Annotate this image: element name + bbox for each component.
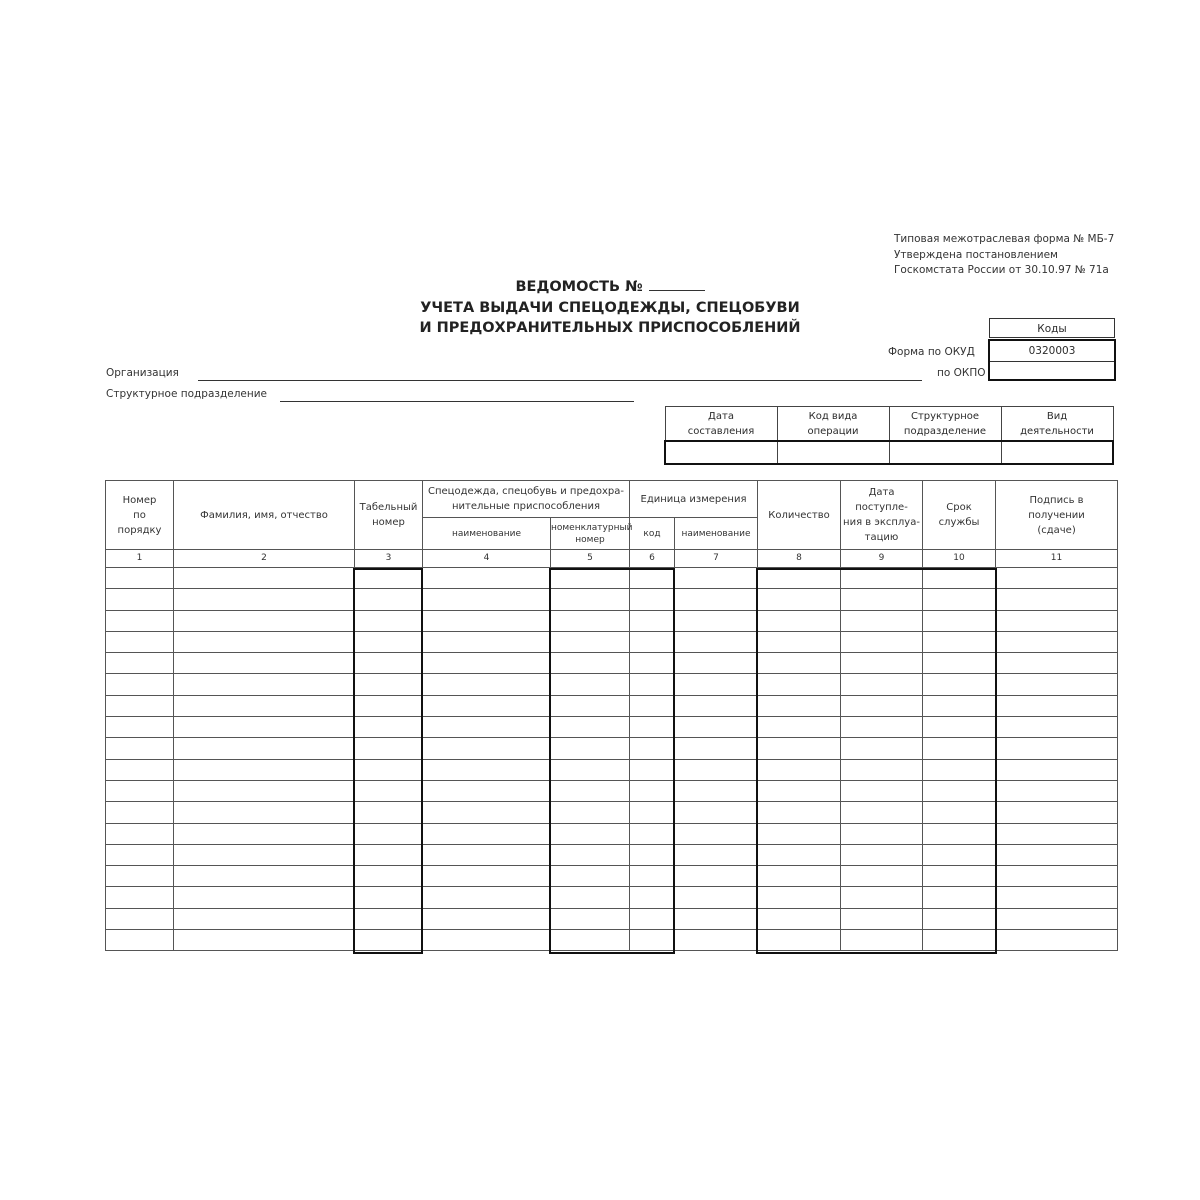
table-cell[interactable] <box>106 930 174 951</box>
table-cell[interactable] <box>841 823 923 844</box>
table-cell[interactable] <box>675 738 758 759</box>
table-cell[interactable] <box>996 610 1118 631</box>
okud-code-value[interactable]: 0320003 <box>990 341 1114 362</box>
table-cell[interactable] <box>551 930 630 951</box>
table-cell[interactable] <box>551 610 630 631</box>
table-cell[interactable] <box>630 908 675 929</box>
table-cell[interactable] <box>174 568 355 589</box>
column-number: 2 <box>174 550 355 568</box>
table-row <box>106 908 1118 929</box>
table-cell[interactable] <box>355 823 423 844</box>
organization-label: Организация <box>106 367 179 379</box>
table-cell[interactable] <box>551 866 630 887</box>
table-cell[interactable] <box>355 568 423 589</box>
group-equipment-header: Спецодежда, спецобувь и предохра- нительные приспособления <box>423 481 630 518</box>
table-cell[interactable] <box>996 844 1118 865</box>
table-cell[interactable] <box>923 674 996 695</box>
table-cell[interactable] <box>423 653 551 674</box>
table-cell[interactable] <box>996 759 1118 780</box>
table-cell[interactable] <box>355 653 423 674</box>
table-cell[interactable] <box>174 844 355 865</box>
codes-box <box>988 339 1116 381</box>
table-cell[interactable] <box>923 866 996 887</box>
column-number-row <box>106 550 1118 568</box>
table-cell[interactable] <box>106 674 174 695</box>
table-cell[interactable] <box>758 908 841 929</box>
col-item-name-header: наименование <box>423 518 551 550</box>
table-cell[interactable] <box>675 844 758 865</box>
col-full-name-header: Фамилия, имя, отчество <box>174 481 355 550</box>
table-cell[interactable] <box>996 908 1118 929</box>
table-cell[interactable] <box>630 674 675 695</box>
table-row <box>106 568 1118 589</box>
table-cell[interactable] <box>841 887 923 908</box>
table-cell[interactable] <box>923 908 996 929</box>
document-title-line-3: И ПРЕДОХРАНИТЕЛЬНЫХ ПРИСПОСОБЛЕНИЙ <box>419 320 801 336</box>
table-cell[interactable] <box>106 717 174 738</box>
table-cell[interactable] <box>675 695 758 716</box>
table-cell[interactable] <box>841 653 923 674</box>
table-cell[interactable] <box>423 738 551 759</box>
document-title-number: ВЕДОМОСТЬ № <box>380 278 840 295</box>
table-cell[interactable] <box>841 589 923 610</box>
table-cell[interactable] <box>630 844 675 865</box>
table-cell[interactable] <box>758 866 841 887</box>
table-row <box>106 802 1118 823</box>
table-cell[interactable] <box>675 674 758 695</box>
table-cell[interactable] <box>758 823 841 844</box>
operation-code-value-cell[interactable] <box>777 441 889 464</box>
column-number: 10 <box>923 550 996 568</box>
table-cell[interactable] <box>841 759 923 780</box>
table-cell[interactable] <box>551 759 630 780</box>
table-cell[interactable] <box>551 589 630 610</box>
table-cell[interactable] <box>630 780 675 801</box>
table-cell[interactable] <box>630 589 675 610</box>
table-cell[interactable] <box>841 866 923 887</box>
department-value-cell[interactable] <box>889 441 1001 464</box>
table-cell[interactable] <box>106 780 174 801</box>
table-cell[interactable] <box>923 717 996 738</box>
table-cell[interactable] <box>551 695 630 716</box>
table-cell[interactable] <box>106 887 174 908</box>
table-cell[interactable] <box>758 887 841 908</box>
table-cell[interactable] <box>174 866 355 887</box>
table-cell[interactable] <box>758 844 841 865</box>
table-cell[interactable] <box>841 695 923 716</box>
table-cell[interactable] <box>106 568 174 589</box>
table-cell[interactable] <box>841 717 923 738</box>
table-cell[interactable] <box>106 631 174 652</box>
table-cell[interactable] <box>174 631 355 652</box>
table-cell[interactable] <box>758 610 841 631</box>
table-row <box>106 717 1118 738</box>
table-cell[interactable] <box>841 908 923 929</box>
organization-field-line[interactable] <box>198 380 922 381</box>
table-cell[interactable] <box>551 568 630 589</box>
table-row <box>106 930 1118 951</box>
table-cell[interactable] <box>355 674 423 695</box>
table-row <box>106 695 1118 716</box>
table-cell[interactable] <box>423 568 551 589</box>
table-cell[interactable] <box>174 908 355 929</box>
table-row <box>106 674 1118 695</box>
table-cell[interactable] <box>174 930 355 951</box>
table-cell[interactable] <box>106 695 174 716</box>
table-cell[interactable] <box>355 844 423 865</box>
table-cell[interactable] <box>923 930 996 951</box>
group-unit-header: Единица измерения <box>630 481 758 518</box>
table-cell[interactable] <box>355 802 423 823</box>
table-cell[interactable] <box>923 610 996 631</box>
table-cell[interactable] <box>675 653 758 674</box>
table-cell[interactable] <box>551 631 630 652</box>
table-cell[interactable] <box>551 674 630 695</box>
table-cell[interactable] <box>996 695 1118 716</box>
department-field-line[interactable] <box>280 401 634 402</box>
table-cell[interactable] <box>841 930 923 951</box>
table-cell[interactable] <box>630 866 675 887</box>
table-cell[interactable] <box>423 908 551 929</box>
table-cell[interactable] <box>174 717 355 738</box>
department-label: Структурное подразделение <box>106 388 268 400</box>
table-cell[interactable] <box>923 631 996 652</box>
table-cell[interactable] <box>630 887 675 908</box>
table-cell[interactable] <box>923 738 996 759</box>
table-cell[interactable] <box>630 717 675 738</box>
table-row <box>106 759 1118 780</box>
col-service-life-header: Срок службы <box>923 481 996 550</box>
table-row <box>106 780 1118 801</box>
table-cell[interactable] <box>923 653 996 674</box>
approval-date-line: Госкомстата России от 30.10.97 № 71а <box>894 264 1109 276</box>
table-cell[interactable] <box>675 908 758 929</box>
table-cell[interactable] <box>923 823 996 844</box>
col-unit-name-header: наименование <box>675 518 758 550</box>
table-cell[interactable] <box>106 866 174 887</box>
table-cell[interactable] <box>355 759 423 780</box>
table-cell[interactable] <box>174 695 355 716</box>
date-header: Дата составления <box>665 407 777 442</box>
table-cell[interactable] <box>841 738 923 759</box>
table-cell[interactable] <box>174 759 355 780</box>
table-cell[interactable] <box>423 930 551 951</box>
table-cell[interactable] <box>996 866 1118 887</box>
table-cell[interactable] <box>675 568 758 589</box>
table-cell[interactable] <box>923 695 996 716</box>
table-cell[interactable] <box>841 780 923 801</box>
table-cell[interactable] <box>758 802 841 823</box>
table-cell[interactable] <box>423 823 551 844</box>
table-cell[interactable] <box>423 780 551 801</box>
table-cell[interactable] <box>923 844 996 865</box>
table-cell[interactable] <box>630 759 675 780</box>
table-cell[interactable] <box>996 823 1118 844</box>
table-cell[interactable] <box>106 759 174 780</box>
table-cell[interactable] <box>423 695 551 716</box>
table-cell[interactable] <box>758 674 841 695</box>
table-cell[interactable] <box>841 568 923 589</box>
table-cell[interactable] <box>758 653 841 674</box>
table-cell[interactable] <box>423 610 551 631</box>
table-cell[interactable] <box>630 631 675 652</box>
column-number: 5 <box>551 550 630 568</box>
table-cell[interactable] <box>355 589 423 610</box>
col-item-number-header: номенклатурный номер <box>551 518 630 550</box>
table-cell[interactable] <box>174 802 355 823</box>
table-row <box>106 653 1118 674</box>
table-row <box>106 823 1118 844</box>
table-cell[interactable] <box>551 823 630 844</box>
table-cell[interactable] <box>551 653 630 674</box>
table-cell[interactable] <box>841 802 923 823</box>
column-number: 4 <box>423 550 551 568</box>
table-row <box>106 866 1118 887</box>
table-cell[interactable] <box>923 759 996 780</box>
table-cell[interactable] <box>174 610 355 631</box>
table-cell[interactable] <box>174 887 355 908</box>
table-cell[interactable] <box>923 887 996 908</box>
table-cell[interactable] <box>630 738 675 759</box>
table-cell[interactable] <box>423 802 551 823</box>
table-cell[interactable] <box>923 780 996 801</box>
table-cell[interactable] <box>423 717 551 738</box>
table-cell[interactable] <box>996 631 1118 652</box>
table-cell[interactable] <box>996 589 1118 610</box>
table-cell[interactable] <box>675 759 758 780</box>
approval-line: Утверждена постановлением <box>894 248 1058 261</box>
table-cell[interactable] <box>996 568 1118 589</box>
column-number: 11 <box>996 550 1118 568</box>
column-number: 8 <box>758 550 841 568</box>
table-cell[interactable] <box>106 802 174 823</box>
okud-label: Форма по ОКУД <box>888 346 975 358</box>
col-unit-code-header: код <box>630 518 675 550</box>
table-cell[interactable] <box>355 930 423 951</box>
table-cell[interactable] <box>355 610 423 631</box>
table-cell[interactable] <box>675 823 758 844</box>
table-cell[interactable] <box>675 930 758 951</box>
table-cell[interactable] <box>423 589 551 610</box>
table-cell[interactable] <box>758 759 841 780</box>
table-cell[interactable] <box>675 610 758 631</box>
table-cell[interactable] <box>630 823 675 844</box>
column-number: 7 <box>675 550 758 568</box>
table-cell[interactable] <box>355 717 423 738</box>
table-cell[interactable] <box>551 717 630 738</box>
table-cell[interactable] <box>996 930 1118 951</box>
table-cell[interactable] <box>174 823 355 844</box>
table-cell[interactable] <box>841 844 923 865</box>
okpo-code-value[interactable] <box>990 362 1114 380</box>
table-cell[interactable] <box>355 631 423 652</box>
document-title-line-2: УЧЕТА ВЫДАЧИ СПЕЦОДЕЖДЫ, СПЕЦОБУВИ <box>420 300 800 316</box>
activity-type-value-cell[interactable] <box>1001 441 1113 464</box>
table-cell[interactable] <box>423 631 551 652</box>
table-cell[interactable] <box>758 631 841 652</box>
table-cell[interactable] <box>355 866 423 887</box>
table-cell[interactable] <box>174 674 355 695</box>
table-cell[interactable] <box>996 717 1118 738</box>
table-cell[interactable] <box>996 674 1118 695</box>
form-approval-note <box>894 232 1114 279</box>
table-cell[interactable] <box>758 717 841 738</box>
table-cell[interactable] <box>423 674 551 695</box>
table-cell[interactable] <box>841 610 923 631</box>
table-cell[interactable] <box>996 738 1118 759</box>
table-body <box>106 568 1118 951</box>
column-number: 1 <box>106 550 174 568</box>
column-number: 9 <box>841 550 923 568</box>
table-cell[interactable] <box>423 759 551 780</box>
statement-number-blank[interactable] <box>649 278 705 291</box>
table-cell[interactable] <box>551 908 630 929</box>
table-cell[interactable] <box>423 887 551 908</box>
table-cell[interactable] <box>106 653 174 674</box>
col-quantity-header: Количество <box>758 481 841 550</box>
table-cell[interactable] <box>675 802 758 823</box>
table-row <box>106 844 1118 865</box>
table-cell[interactable] <box>551 887 630 908</box>
table-row <box>106 631 1118 652</box>
table-cell[interactable] <box>106 589 174 610</box>
table-row <box>106 887 1118 908</box>
table-cell[interactable] <box>551 780 630 801</box>
col-commission-date-header: Дата поступле- ния в эксплуа- тацию <box>841 481 923 550</box>
table-cell[interactable] <box>630 695 675 716</box>
table-cell[interactable] <box>355 780 423 801</box>
table-cell[interactable] <box>630 610 675 631</box>
table-cell[interactable] <box>675 717 758 738</box>
table-cell[interactable] <box>675 866 758 887</box>
table-cell[interactable] <box>106 908 174 929</box>
table-cell[interactable] <box>923 802 996 823</box>
table-cell[interactable] <box>923 589 996 610</box>
table-cell[interactable] <box>675 589 758 610</box>
table-cell[interactable] <box>174 653 355 674</box>
table-cell[interactable] <box>996 653 1118 674</box>
table-cell[interactable] <box>630 802 675 823</box>
table-cell[interactable] <box>841 674 923 695</box>
col-signature-header: Подпись в получении (сдаче) <box>996 481 1118 550</box>
table-cell[interactable] <box>174 780 355 801</box>
table-cell[interactable] <box>758 568 841 589</box>
table-cell[interactable] <box>423 844 551 865</box>
table-cell[interactable] <box>106 844 174 865</box>
table-cell[interactable] <box>174 589 355 610</box>
table-cell[interactable] <box>355 738 423 759</box>
table-cell[interactable] <box>423 866 551 887</box>
table-cell[interactable] <box>758 695 841 716</box>
table-row <box>106 738 1118 759</box>
table-cell[interactable] <box>551 802 630 823</box>
table-cell[interactable] <box>675 780 758 801</box>
form-number-line: Типовая межотраслевая форма № МБ-7 <box>894 233 1115 245</box>
table-cell[interactable] <box>758 738 841 759</box>
table-cell[interactable] <box>758 589 841 610</box>
column-number: 3 <box>355 550 423 568</box>
table-cell[interactable] <box>675 631 758 652</box>
column-number: 6 <box>630 550 675 568</box>
table-row <box>106 589 1118 610</box>
table-cell[interactable] <box>355 908 423 929</box>
table-cell[interactable] <box>106 823 174 844</box>
table-cell[interactable] <box>355 887 423 908</box>
table-cell[interactable] <box>174 738 355 759</box>
okpo-label: по ОКПО <box>937 367 986 379</box>
table-cell[interactable] <box>630 930 675 951</box>
table-cell[interactable] <box>758 930 841 951</box>
document-info-table <box>664 406 1114 465</box>
table-cell[interactable] <box>996 887 1118 908</box>
table-cell[interactable] <box>630 568 675 589</box>
col-personnel-number-header: Табельный номер <box>355 481 423 550</box>
table-cell[interactable] <box>675 887 758 908</box>
table-cell[interactable] <box>355 695 423 716</box>
table-cell[interactable] <box>758 780 841 801</box>
codes-header: Коды <box>989 318 1115 338</box>
table-cell[interactable] <box>106 738 174 759</box>
issuance-table <box>105 480 1118 951</box>
table-cell[interactable] <box>996 802 1118 823</box>
table-cell[interactable] <box>551 844 630 865</box>
table-cell[interactable] <box>551 738 630 759</box>
table-cell[interactable] <box>106 610 174 631</box>
table-cell[interactable] <box>996 780 1118 801</box>
date-value-cell[interactable] <box>665 441 777 464</box>
activity-type-header: Вид деятельности <box>1001 407 1113 442</box>
table-cell[interactable] <box>630 653 675 674</box>
table-cell[interactable] <box>923 568 996 589</box>
table-row <box>106 610 1118 631</box>
department-header: Структурное подразделение <box>889 407 1001 442</box>
table-cell[interactable] <box>841 631 923 652</box>
operation-code-header: Код вида операции <box>777 407 889 442</box>
col-row-number-header: Номер по порядку <box>106 481 174 550</box>
